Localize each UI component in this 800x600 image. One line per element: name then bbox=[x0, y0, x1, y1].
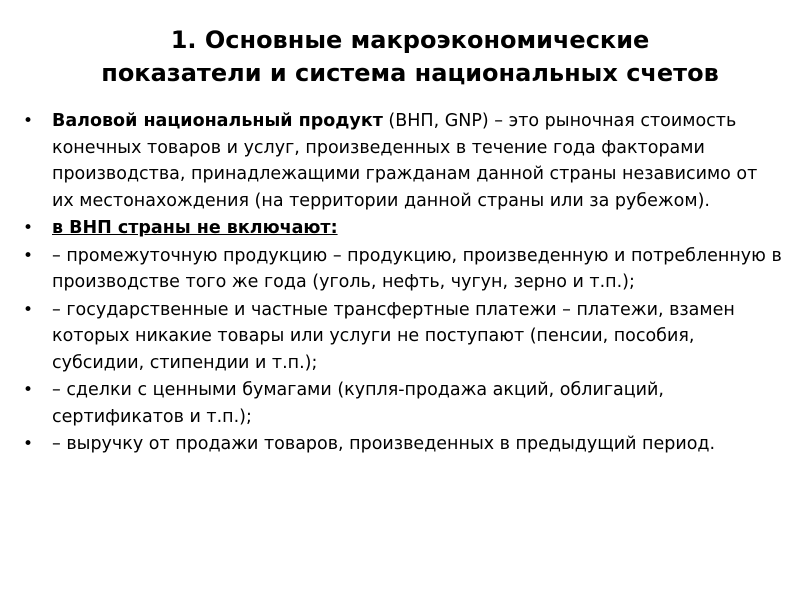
securities-text: – сделки с ценными бумагами (купля-продажа акций, облигаций, сертификатов и т.п.); bbox=[52, 380, 664, 427]
bullet-item-securities bbox=[23, 377, 783, 430]
bullet-item-transfer-payments bbox=[23, 297, 783, 377]
bullet-dot-icon: • bbox=[23, 111, 34, 131]
gnp-definition-text: (ВНП, GNP) – это рыночная стоимость конечных товаров и услуг, произведенных в течение года факторами производства, принадлежащими гражданам данной страны независимо от их местонахождения (на территории данной страны или за рубежом). bbox=[52, 111, 758, 211]
bullet-dot-icon: • bbox=[23, 218, 34, 238]
term-gnp: Валовой национальный продукт bbox=[52, 111, 383, 131]
bullet-dot-icon: • bbox=[23, 434, 34, 454]
slide-title bbox=[20, 24, 800, 90]
slide-title-line-2: показатели и система национальных счетов bbox=[101, 59, 719, 87]
exclusions-heading: в ВНП страны не включают: bbox=[52, 218, 338, 238]
bullet-dot-icon: • bbox=[23, 245, 34, 266]
bullet-dot-icon: • bbox=[23, 299, 34, 320]
bullet-item-previous-period-sales bbox=[23, 431, 783, 458]
transfer-payments-text: – государственные и частные трансфертные платежи – платежи, взамен которых никакие товары или услуги не поступают (пенсии, пособия, субсидии, стипендии и т.п.); bbox=[52, 299, 735, 373]
bullet-dot-icon: • bbox=[23, 380, 34, 400]
bullet-list bbox=[23, 108, 783, 459]
bullet-item-intermediate-products bbox=[23, 243, 783, 296]
bullet-item-gnp-definition bbox=[23, 108, 783, 214]
previous-period-sales-text: – выручку от продажи товаров, произведенных в предыдущий период. bbox=[52, 434, 716, 454]
slide-title-line-1: 1. Основные макроэкономические bbox=[170, 26, 650, 54]
intermediate-products-text: – промежуточную продукцию – продукцию, произведенную и потребленную в производстве того же года (уголь, нефть, чугун, зерно и т.п.); bbox=[52, 245, 782, 292]
bullet-item-exclusions-heading bbox=[23, 215, 783, 242]
